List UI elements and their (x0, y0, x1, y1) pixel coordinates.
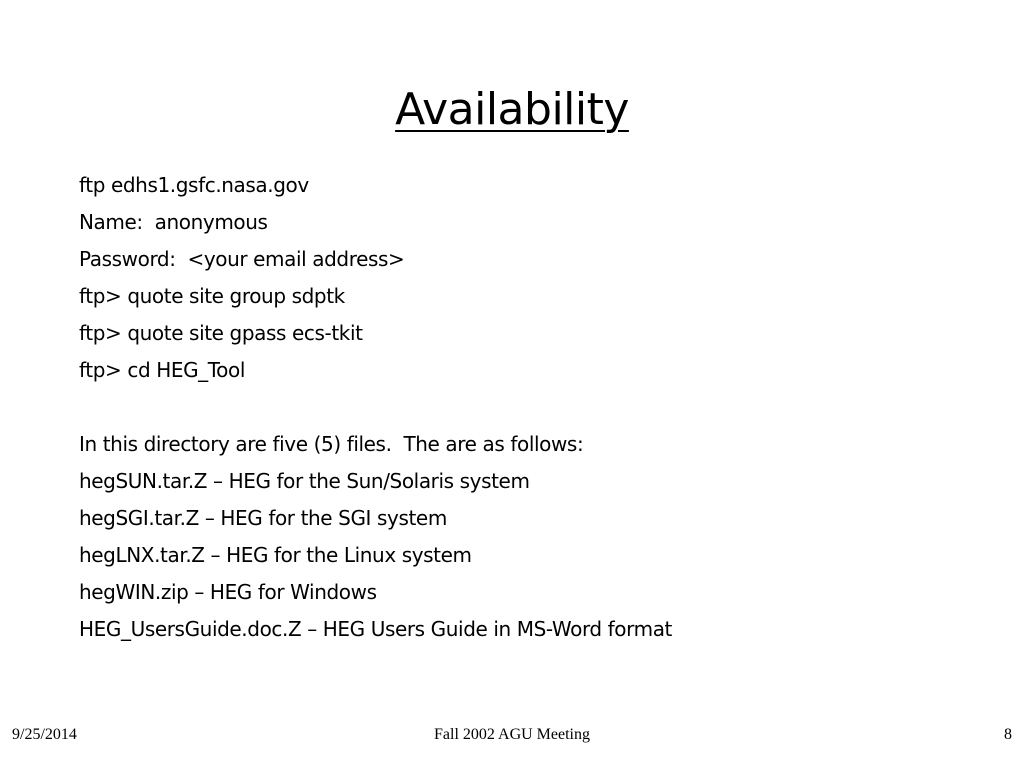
slide-body (79, 167, 999, 648)
body-line-quote-gpass: ftp> quote site gpass ecs-tkit (79, 321, 363, 345)
body-line-ftp-host: ftp edhs1.gsfc.nasa.gov (79, 173, 309, 197)
body-line-cd: ftp> cd HEG_Tool (79, 358, 246, 382)
slide-title: Availability (395, 84, 629, 135)
footer-page-number: 8 (1004, 726, 1012, 743)
footer-event: Fall 2002 AGU Meeting (434, 726, 590, 743)
footer-date: 9/25/2014 (12, 726, 77, 743)
body-line-file-windows: hegWIN.zip – HEG for Windows (79, 580, 377, 604)
body-line-blank (79, 389, 999, 426)
body-line-password: Password: <your email address> (79, 247, 405, 271)
body-line-directory-intro: In this directory are five (5) files. The are as follows: (79, 432, 584, 456)
body-line-file-sgi: hegSGI.tar.Z – HEG for the SGI system (79, 506, 447, 530)
body-line-name: Name: anonymous (79, 210, 268, 234)
body-line-file-usersguide: HEG_UsersGuide.doc.Z – HEG Users Guide in MS-Word format (79, 617, 672, 641)
body-line-file-sun: hegSUN.tar.Z – HEG for the Sun/Solaris system (79, 469, 530, 493)
body-line-quote-group: ftp> quote site group sdptk (79, 284, 345, 308)
body-line-file-linux: hegLNX.tar.Z – HEG for the Linux system (79, 543, 472, 567)
